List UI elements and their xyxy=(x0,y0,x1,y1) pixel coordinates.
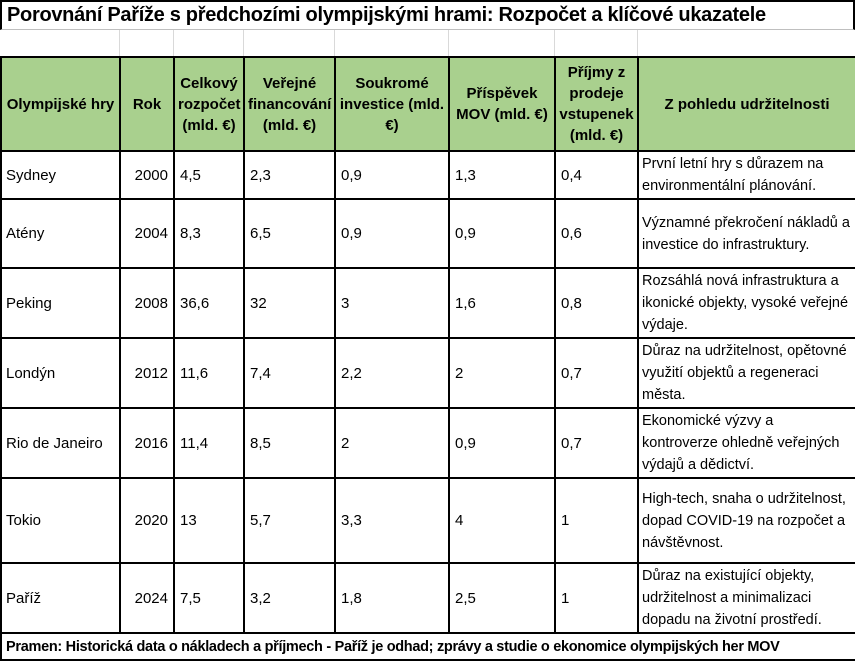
cell-year: 2000 xyxy=(120,151,174,199)
cell-total-budget: 8,3 xyxy=(174,199,244,268)
cell-sustainability: Důraz na existující objekty, udržitelnost a minimalizaci dopadu na životní prostředí. xyxy=(638,563,855,633)
cell-private-investment: 0,9 xyxy=(335,151,449,199)
cell-ticket-revenue: 0,4 xyxy=(555,151,638,199)
cell-public-funding: 3,2 xyxy=(244,563,335,633)
cell-ticket-revenue: 1 xyxy=(555,563,638,633)
cell-games: Londýn xyxy=(1,338,120,408)
cell-year: 2008 xyxy=(120,268,174,338)
spreadsheet-gridline xyxy=(334,30,335,56)
cell-ioc-contribution: 2,5 xyxy=(449,563,555,633)
cell-games: Tokio xyxy=(1,478,120,563)
cell-total-budget: 36,6 xyxy=(174,268,244,338)
column-header-total-budget: Celkový rozpočet (mld. €) xyxy=(174,57,244,151)
column-header-ticket-revenue: Příjmy z prodeje vstupenek (mld. €) xyxy=(555,57,638,151)
footer-row xyxy=(1,633,855,660)
cell-total-budget: 11,4 xyxy=(174,408,244,478)
spreadsheet-gridline xyxy=(243,30,244,56)
table-row xyxy=(1,563,855,633)
cell-public-funding: 2,3 xyxy=(244,151,335,199)
cell-private-investment: 3 xyxy=(335,268,449,338)
cell-ioc-contribution: 1,6 xyxy=(449,268,555,338)
cell-ioc-contribution: 0,9 xyxy=(449,199,555,268)
cell-private-investment: 1,8 xyxy=(335,563,449,633)
cell-ioc-contribution: 2 xyxy=(449,338,555,408)
cell-public-funding: 8,5 xyxy=(244,408,335,478)
cell-private-investment: 0,9 xyxy=(335,199,449,268)
cell-ticket-revenue: 1 xyxy=(555,478,638,563)
cell-year: 2020 xyxy=(120,478,174,563)
cell-total-budget: 4,5 xyxy=(174,151,244,199)
cell-total-budget: 7,5 xyxy=(174,563,244,633)
cell-games: Atény xyxy=(1,199,120,268)
table-body xyxy=(1,151,855,633)
cell-games: Paříž xyxy=(1,563,120,633)
cell-private-investment: 3,3 xyxy=(335,478,449,563)
page-title: Porovnání Paříže s předchozími olympijskými hrami: Rozpočet a klíčové ukazatele xyxy=(0,0,855,30)
column-header-public-funding: Veřejné financování (mld. €) xyxy=(244,57,335,151)
gridline-strip-top xyxy=(0,30,855,56)
cell-private-investment: 2,2 xyxy=(335,338,449,408)
cell-ticket-revenue: 0,6 xyxy=(555,199,638,268)
cell-ioc-contribution: 1,3 xyxy=(449,151,555,199)
column-header-private-investment: Soukromé investice (mld. €) xyxy=(335,57,449,151)
column-header-ioc-contribution: Příspěvek MOV (mld. €) xyxy=(449,57,555,151)
cell-sustainability: Ekonomické výzvy a kontroverze ohledně veřejných výdajů a dědictví. xyxy=(638,408,855,478)
cell-ticket-revenue: 0,8 xyxy=(555,268,638,338)
cell-public-funding: 7,4 xyxy=(244,338,335,408)
cell-games: Rio de Janeiro xyxy=(1,408,120,478)
cell-sustainability: První letní hry s důrazem na environmentální plánování. xyxy=(638,151,855,199)
table-row xyxy=(1,151,855,199)
cell-games: Peking xyxy=(1,268,120,338)
cell-public-funding: 6,5 xyxy=(244,199,335,268)
spreadsheet-gridline xyxy=(448,30,449,56)
olympics-comparison-table xyxy=(0,56,855,661)
spreadsheet-gridline xyxy=(119,30,120,56)
cell-year: 2016 xyxy=(120,408,174,478)
cell-ticket-revenue: 0,7 xyxy=(555,408,638,478)
spreadsheet-gridline xyxy=(637,30,638,56)
cell-ioc-contribution: 0,9 xyxy=(449,408,555,478)
table-row xyxy=(1,268,855,338)
table-row xyxy=(1,338,855,408)
cell-year: 2024 xyxy=(120,563,174,633)
table-row xyxy=(1,199,855,268)
table-row xyxy=(1,478,855,563)
table-header xyxy=(1,57,855,151)
cell-sustainability: High-tech, snaha o udržitelnost, dopad COVID-19 na rozpočet a návštěvnost. xyxy=(638,478,855,563)
cell-total-budget: 13 xyxy=(174,478,244,563)
cell-games: Sydney xyxy=(1,151,120,199)
source-note: Pramen: Historická data o nákladech a příjmech - Paříž je odhad; zprávy a studie o ekonomice olympijských her MOV xyxy=(1,633,855,660)
cell-public-funding: 32 xyxy=(244,268,335,338)
table-footer xyxy=(1,633,855,660)
cell-sustainability: Významné překročení nákladů a investice do infrastruktury. xyxy=(638,199,855,268)
cell-ticket-revenue: 0,7 xyxy=(555,338,638,408)
column-header-year: Rok xyxy=(120,57,174,151)
table-row xyxy=(1,408,855,478)
spreadsheet-gridline xyxy=(173,30,174,56)
column-header-sustainability: Z pohledu udržitelnosti xyxy=(638,57,855,151)
cell-sustainability: Důraz na udržitelnost, opětovné využití objektů a regeneraci města. xyxy=(638,338,855,408)
cell-private-investment: 2 xyxy=(335,408,449,478)
column-header-games: Olympijské hry xyxy=(1,57,120,151)
cell-ioc-contribution: 4 xyxy=(449,478,555,563)
cell-year: 2004 xyxy=(120,199,174,268)
header-row xyxy=(1,57,855,151)
cell-public-funding: 5,7 xyxy=(244,478,335,563)
cell-total-budget: 11,6 xyxy=(174,338,244,408)
cell-sustainability: Rozsáhlá nová infrastruktura a ikonické objekty, vysoké veřejné výdaje. xyxy=(638,268,855,338)
cell-year: 2012 xyxy=(120,338,174,408)
spreadsheet-gridline xyxy=(554,30,555,56)
